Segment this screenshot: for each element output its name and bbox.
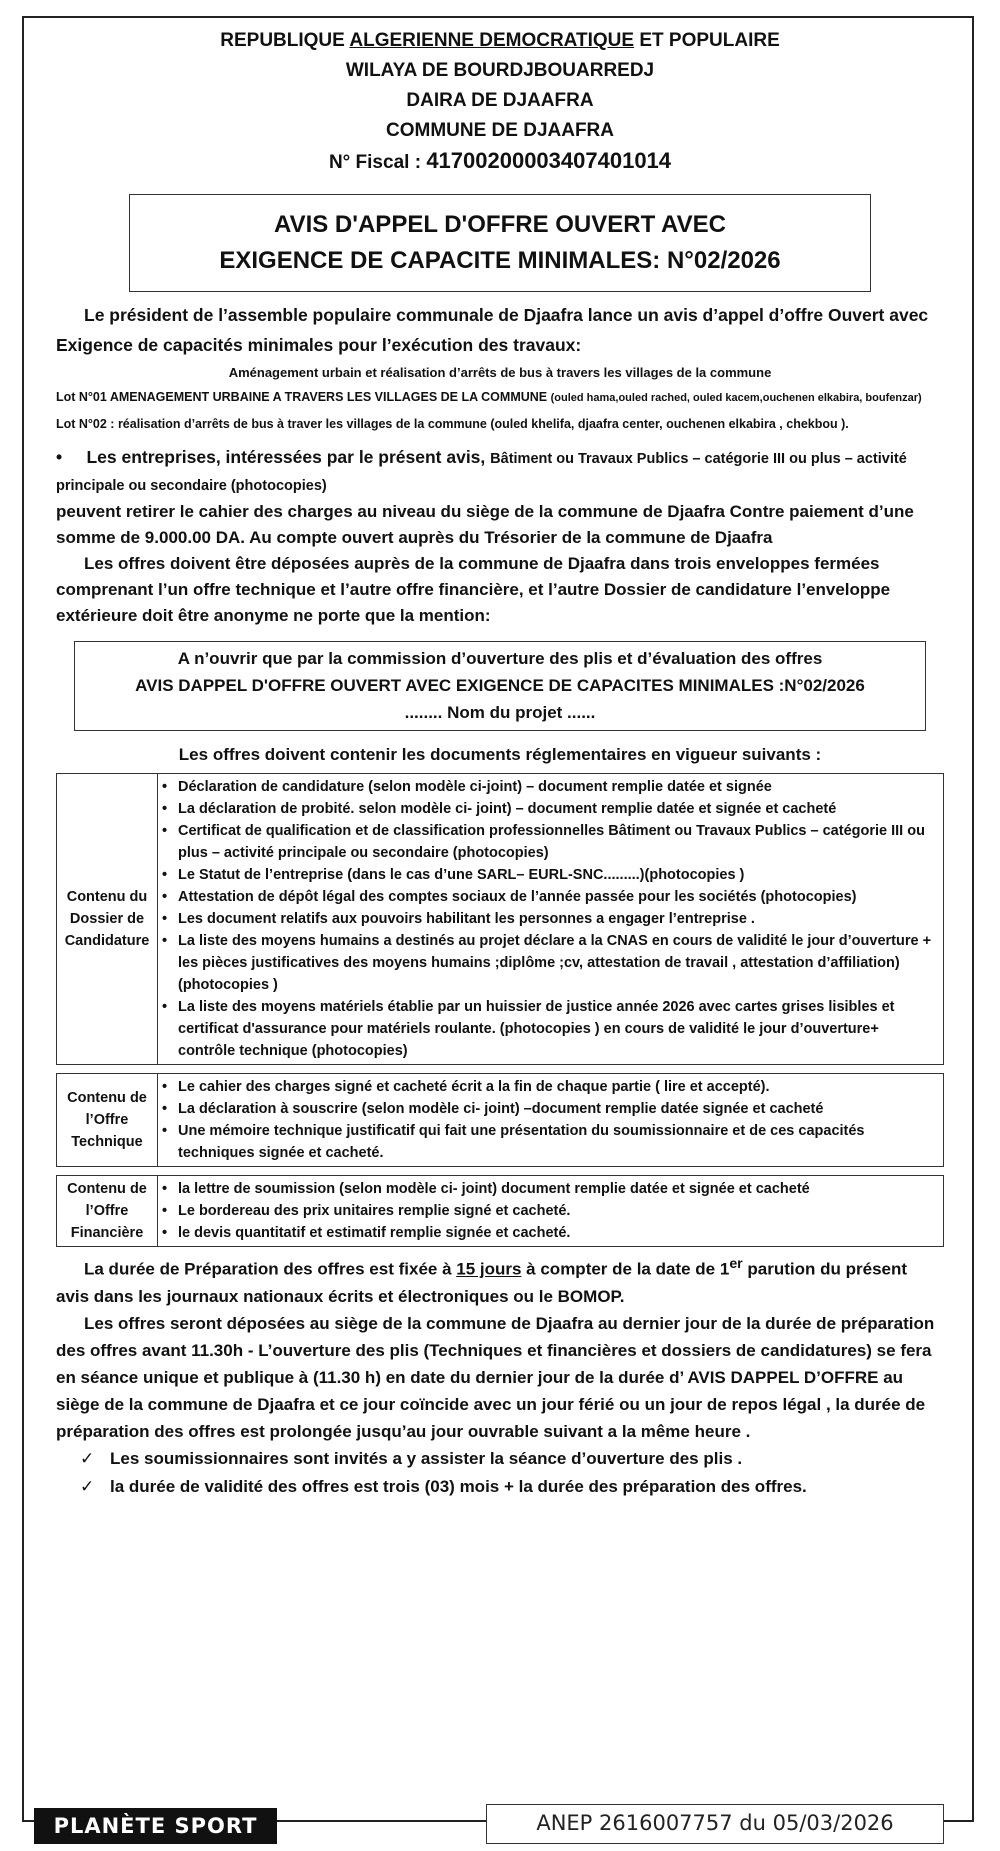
notice-title-line2: EXIGENCE DE CAPACITE MINIMALES: N°02/2026 <box>219 247 781 274</box>
intro-paragraph: Le président de l’assemble populaire communale de Djaafra lance un avis d’appel d’offre Ouvert avec Exigence de capacités minimales pour l’exécution des travaux: <box>56 305 929 355</box>
eligibility-paragraph <box>56 445 944 499</box>
lot-1-detail: (ouled hama,ouled rached, ouled kacem,ouchenen elkabira, boufenzar) <box>550 392 922 404</box>
envelope-mention-box <box>74 641 926 731</box>
fiscal-line <box>56 146 944 178</box>
republic-text-a: REPUBLIQUE <box>220 30 350 51</box>
anep-reference: ANEP 2616007757 du 05/03/2026 <box>486 1804 944 1844</box>
list-item: • La liste des moyens matériels établie par un huissier de justice année 2026 avec cartes grises lisibles et certificat d'assurance pour matériels roulante. (photocopies ) en cours de validité le jour d’ouverture+ contrôle technique (photocopies) <box>162 996 937 1062</box>
ouverture-paragraph: Les offres seront déposées au siège de la commune de Djaafra au dernier jour de la durée de préparation des offres avant 11.30h - L’ouverture des plis (Techniques et financières et dossiers de candidatures) se fera en séance unique et publique à (11.30 h) en date du dernier jour de la durée d’ AVIS DAPPEL D’OFFRE au siège de la commune de Djaafra et ce jour coïncide avec un jour férié ou un jour de repos légal , la durée de préparation des offres est prolongée jusqu’au jour ouvrable suivant a la même heure . <box>56 1313 935 1441</box>
financiere-label: Contenu de l’Offre Financière <box>57 1176 158 1247</box>
list-item: • Certificat de qualification et de classification professionnelles Bâtiment ou Travaux Publics – catégorie III ou plus – activité principale ou secondaire (photocopies) <box>162 820 937 864</box>
list-item: • Déclaration de candidature (selon modèle ci-joint) – document remplie datée et signée <box>162 776 937 798</box>
list-item: • la lettre de soumission (selon modèle ci- joint) document remplie datée et signée et cacheté <box>162 1178 937 1200</box>
check-icon: ✓ <box>80 1476 95 1496</box>
lot-1-label: Lot N°01 AMENAGEMENT URBAINE A TRAVERS LES VILLAGES DE LA COMMUNE <box>56 390 551 404</box>
list-item: • Les document relatifs aux pouvoirs habilitant les personnes a engager l’entreprise . <box>162 908 937 930</box>
notice-header <box>56 26 944 178</box>
republic-text-c: ET POPULAIRE <box>634 30 780 51</box>
depot-paragraph: Les offres doivent être déposées auprès de la commune de Djaafra dans trois enveloppes fermées comprenant l’un offre technique et l’autre offre financière, et l’autre Dossier de candidature l’enveloppe extérieure doit être anonyme ne porte que la mention: <box>56 554 891 625</box>
duree-paragraph <box>56 1251 944 1310</box>
newspaper-badge: PLANÈTE SPORT <box>34 1808 277 1844</box>
retrait-paragraph: peuvent retirer le cahier des charges au niveau du siège de la commune de Djaafra Contre paiement d’une somme de 9.000.00 DA. Au compte ouvert auprès du Trésorier de la commune de Djaafra <box>56 502 914 547</box>
bullet-icon: • <box>56 447 63 467</box>
eligibility-main: Les entreprises, intéressées par le présent avis, <box>86 447 491 467</box>
duree-sup: er <box>729 1256 743 1272</box>
notice-title-line1: AVIS D'APPEL D'OFFRE OUVERT AVEC <box>274 211 726 238</box>
eligibility-sub: Bâtiment ou Travaux Publics – catégorie III ou plus – activité principale ou secondaire (photocopies) <box>56 451 907 494</box>
candidature-label: Contenu du Dossier de Candidature <box>57 774 158 1065</box>
list-item: • le devis quantitatif et estimatif remplie signée et cacheté. <box>162 1222 937 1244</box>
check-text-2: la durée de validité des offres est trois (03) mois + la durée des préparation des offres. <box>110 1476 807 1496</box>
list-item: • Le bordereau des prix unitaires remplie signé et cacheté. <box>162 1200 937 1222</box>
duree-days: 15 jours <box>456 1259 522 1279</box>
list-item: • Une mémoire technique justificatif qui fait une présentation du soumissionnaire et de ces capacités techniques signée et cacheté. <box>162 1120 937 1164</box>
fiscal-number: 41700200003407401014 <box>426 148 672 173</box>
lot-2: Lot N°02 : réalisation d’arrêts de bus à traver les villages de la commune (ouled khelifa, djaafra center, ouchenen elkabira , chekbou ). <box>56 417 849 431</box>
table-gap <box>57 1065 944 1074</box>
notice-title-box <box>129 194 871 292</box>
wilaya-line: WILAYA DE BOURDJBOUARREDJ <box>345 60 655 81</box>
duree-text-a: La durée de Préparation des offres est fixée à <box>84 1259 457 1279</box>
list-item: • Le cahier des charges signé et cacheté écrit a la fin de chaque partie ( lire et accepté). <box>162 1076 937 1098</box>
check-item-1 <box>56 1445 944 1473</box>
republic-line <box>56 26 944 56</box>
mention-line2: AVIS DAPPEL D'OFFRE OUVERT AVEC EXIGENCE DE CAPACITES MINIMALES :N°02/2026 <box>135 676 865 695</box>
table-row <box>57 774 944 1065</box>
technique-items <box>158 1074 944 1167</box>
project-line: Aménagement urbain et réalisation d’arrêts de bus à travers les villages de la commune <box>228 365 772 380</box>
list-item: • Attestation de dépôt légal des comptes sociaux de l’année passée pour les sociétés (photocopies) <box>162 886 937 908</box>
mention-line1: A n’ouvrir que par la commission d’ouverture des plis et d’évaluation des offres <box>177 649 823 668</box>
check-text-1: Les soumissionnaires sont invités a y assister la séance d’ouverture des plis . <box>110 1448 743 1468</box>
commune-line: COMMUNE DE DJAAFRA <box>386 120 614 141</box>
table-row <box>57 1176 944 1247</box>
daira-line: DAIRA DE DJAAFRA <box>406 90 594 111</box>
mention-line3: ........ Nom du projet ...... <box>404 703 596 722</box>
candidature-items <box>158 774 944 1065</box>
technique-label: Contenu de l’Offre Technique <box>57 1074 158 1167</box>
documents-table <box>56 773 944 1247</box>
republic-text-b: ALGERIENNE DEMOCRATIQUE <box>349 30 635 51</box>
list-item: • La déclaration de probité. selon modèle ci- joint) – document remplie datée et signée et cacheté <box>162 798 937 820</box>
list-item: • La liste des moyens humains a destinés au projet déclare a la CNAS en cours de validité le jour d’ouverture + les pièces justificatives des moyens humains ;diplôme ;cv, attestation de travail , attestation d’affiliation) (photocopies ) <box>162 930 937 996</box>
list-item: • La déclaration à souscrire (selon modèle ci- joint) –document remplie datée signée et cacheté <box>162 1098 937 1120</box>
fiscal-label: N° Fiscal : <box>328 152 427 173</box>
financiere-items <box>158 1176 944 1247</box>
duree-text-c: parution du présent avis dans les journaux nationaux écrits et électroniques ou le BOMOP. <box>56 1259 908 1306</box>
list-item: • Le Statut de l’entreprise (dans le cas d’une SARL– EURL-SNC.........)(photocopies ) <box>162 864 937 886</box>
lot-1 <box>56 384 944 411</box>
table-row <box>57 1074 944 1167</box>
table-gap <box>57 1167 944 1176</box>
notice-content <box>56 26 944 1501</box>
check-item-2 <box>56 1473 944 1501</box>
duree-text-b: à compter de la date de 1 <box>521 1259 730 1279</box>
documents-title: Les offres doivent contenir les documents réglementaires en vigueur suivants : <box>178 745 822 764</box>
check-icon: ✓ <box>80 1448 95 1468</box>
